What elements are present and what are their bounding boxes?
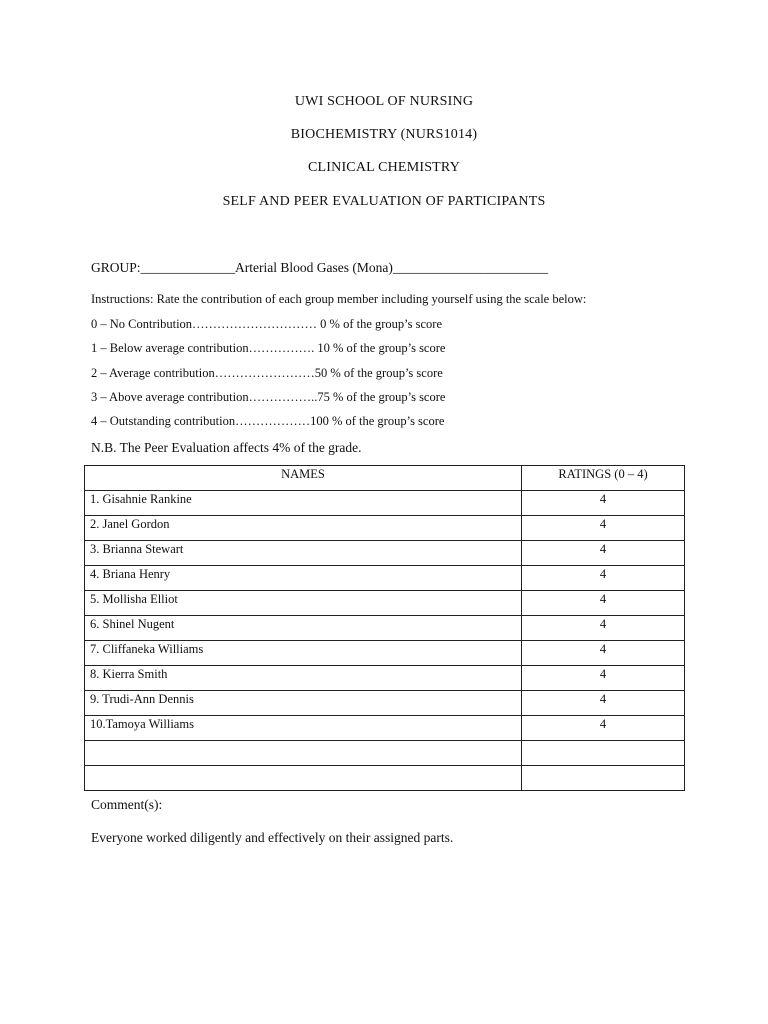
- member-rating: 4: [522, 641, 685, 666]
- table-row: [85, 541, 685, 566]
- member-rating: [522, 741, 685, 766]
- names-column-header: NAMES: [85, 466, 522, 491]
- table-row: [85, 666, 685, 691]
- member-rating: 4: [522, 591, 685, 616]
- form-title: SELF AND PEER EVALUATION OF PARTICIPANTS: [222, 194, 546, 209]
- member-name: 7. Cliffaneka Williams: [85, 641, 522, 666]
- member-name: 2. Janel Gordon: [85, 516, 522, 541]
- grade-note: N.B. The Peer Evaluation affects 4% of the grade.: [91, 440, 362, 455]
- member-name: 5. Mollisha Elliot: [85, 591, 522, 616]
- scale-item-2: 2 – Average contribution……………………50 % of the group’s score: [91, 366, 443, 380]
- ratings-table: [84, 465, 685, 791]
- member-rating: 4: [522, 691, 685, 716]
- member-name: 1. Gisahnie Rankine: [85, 491, 522, 516]
- member-rating: 4: [522, 566, 685, 591]
- member-name: 4. Briana Henry: [85, 566, 522, 591]
- table-row: [85, 691, 685, 716]
- ratings-column-header: RATINGS (0 – 4): [522, 466, 685, 491]
- table-row: [85, 641, 685, 666]
- course-heading: BIOCHEMISTRY (NURS1014): [290, 127, 478, 142]
- topic-heading: CLINICAL CHEMISTRY: [307, 160, 461, 175]
- table-row: [85, 741, 685, 766]
- member-name: 9. Trudi-Ann Dennis: [85, 691, 522, 716]
- member-rating: 4: [522, 491, 685, 516]
- scale-item-1: 1 – Below average contribution……………. 10 % of the group’s score: [91, 341, 446, 355]
- scale-item-0: 0 – No Contribution………………………… 0 % of the group’s score: [91, 317, 443, 331]
- table-row: [85, 591, 685, 616]
- scale-item-3: 3 – Above average contribution……………..75 % of the group’s score: [91, 390, 446, 404]
- scale-item-4: 4 – Outstanding contribution………………100 % of the group’s score: [91, 414, 445, 428]
- member-name: 8. Kierra Smith: [85, 666, 522, 691]
- member-name: 10.Tamoya Williams: [85, 716, 522, 741]
- table-row: [85, 766, 685, 791]
- instructions-text: Instructions: Rate the contribution of each group member including yourself using the scale below:: [91, 292, 587, 306]
- table-row: [85, 491, 685, 516]
- table-row: [85, 716, 685, 741]
- comments-label: Comment(s):: [91, 797, 163, 812]
- group-line: GROUP:______________Arterial Blood Gases (Mona)_______________________: [91, 260, 549, 275]
- table-row: [85, 516, 685, 541]
- member-rating: 4: [522, 516, 685, 541]
- member-rating: 4: [522, 716, 685, 741]
- table-row: [85, 566, 685, 591]
- school-heading: UWI SCHOOL OF NURSING: [294, 94, 474, 109]
- member-name: 6. Shinel Nugent: [85, 616, 522, 641]
- member-name: [85, 741, 522, 766]
- member-rating: [522, 766, 685, 791]
- member-rating: 4: [522, 541, 685, 566]
- member-rating: 4: [522, 616, 685, 641]
- comments-text: Everyone worked diligently and effectively on their assigned parts.: [91, 830, 454, 845]
- member-name: [85, 766, 522, 791]
- member-name: 3. Brianna Stewart: [85, 541, 522, 566]
- table-row: [85, 616, 685, 641]
- member-rating: 4: [522, 666, 685, 691]
- table-header-row: [85, 466, 685, 491]
